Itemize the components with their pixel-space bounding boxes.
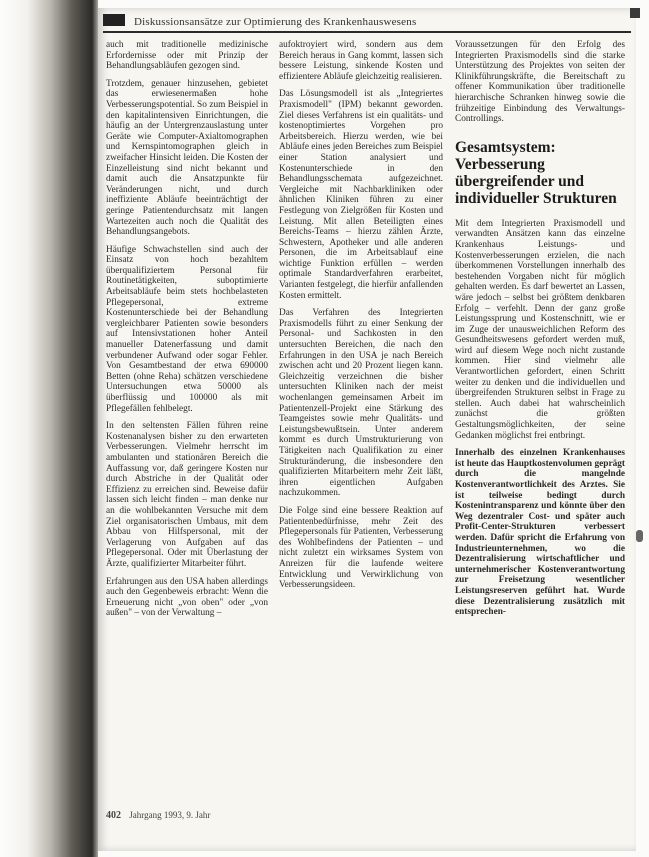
section-heading: Gesamtsystem: Verbesserung übergreifender und individueller Strukturen <box>455 138 617 207</box>
paragraph: Das Lösungsmodell ist als „Integriertes Praxismodell" (IPM) bekannt geworden. Ziel dieses Verfahrens ist ein qualitäts- und kostenoptimiertes Vorgehen pro Arbeitsbereich. Hierzu werden, wie bei Abläufe eines jeden Bereiches zum Beispiel einer Station analysiert und Kostenunterschiede in den Behandlungsschemata aufgezeichnet. Vergleiche mit Nachbarkliniken oder ähnlichen Kliniken führen zu einer Festlegung von Zielgrößen für Kosten und Leistung. Mit allen Beteiligten eines Bereichs-Teams – hierzu zählen Ärzte, Schwestern, Apotheker und alle anderen Personen, die im Arbeitsablauf eine wichtige Funktion erfüllen – werden optimale Standardverfahren erarbeitet, Varianten festgelegt, die hierfür anfallenden Kosten ermittelt. <box>279 89 443 301</box>
paragraph: Die Folge sind eine bessere Reaktion auf Patientenbedürfnisse, mehr Zeit des Pflegepersonals für Patienten, Verbesserung des Wohlbefindens der Patienten – und nicht zuletzt ein wirksames System von Anreizen für die laufende weitere Entwicklung und Verwirklichung von Verbesserungsideen. <box>279 505 443 591</box>
margin-marker <box>636 530 643 542</box>
page-corner-mark <box>630 8 640 18</box>
running-header-title: Diskussionsansätze zur Optimierung des Krankenhauswesens <box>133 16 417 28</box>
paragraph: Innerhalb des einzelnen Krankenhauses ist heute das Hauptkostenvolumen geprägt durch die mangelnde Kostenverantwortlichkeit des Arztes. Sie ist teilweise bedingt durch Kostenintransparenz und könnte über den Weg dezentraler Cost- und später auch Profit-Center-Strukturen verbessert werden. Dafür spricht die Erfahrung von Industrieunternehmen, wo die Dezentralisierung wirtschaftlicher und unternehmerischer Kostenverantwortung zur Freisetzung wesentlicher Leistungsreserven geführt hat. Wurde diese Dezentralisierung zusätzlich mit entsprechen- <box>455 448 625 618</box>
paragraph: In den seltensten Fällen führen reine Kostenanalysen bisher zu den erwarteten Verbesserungen. Vielmehr herrscht im ambulanten und stationären Bereich die Auffassung vor, daß geringere Kosten nur durch Abstriche in der Qualität oder Effizienz zu erreichen sind. Beweise dafür lassen sich leicht finden – man denke nur an die wohlbekannten Versuche mit dem Ziel organisatorischen Umbaus, mit dem Abbau von Hilfspersonal, mit der Verlagerung von Aufgaben auf das Pflegepersonal. Oder mit Überlastung der Ärzte, qualifizierter Mitarbeiter führt. <box>106 421 268 569</box>
column-2 <box>279 40 443 598</box>
page-number: 402 <box>106 810 121 821</box>
paragraph: Voraussetzungen für den Erfolg des Integrierten Praxismodells sind die starke Unterstützung des Projektes von seiten der Klinikführungskräfte, die Bereitschaft zu offener Kommunikation über traditionelle hierarchische Schranken hinweg sowie die frühzeitige Einbindung des Verwaltungs-Controllings. <box>455 40 625 125</box>
journal-issue: Jahrgang 1993, 9. Jahr <box>129 810 211 820</box>
paragraph: Erfahrungen aus den USA haben allerdings auch den Gegenbeweis erbracht: Wenn die Erneuerung nicht „von oben" oder „von außen" – von der Verwaltung – <box>106 576 268 619</box>
book-edge <box>0 0 92 857</box>
paragraph: auch mit traditionelle medizinische Erfordernisse oder mit Prinzip der Behandlungsabläufen gezogen sind. <box>106 40 268 72</box>
paragraph: Das Verfahren des Integrierten Praxismodells führt zu einer Senkung der Personal- und Sachkosten in den untersuchten Bereichen, die nach den Erfahrungen in den USA je nach Bereich zwischen acht und 20 Prozent liegen kann. Gleichzeitig verzeichnen die bisher untersuchten Kliniken nach der meist wochenlangen gemeinsamen Arbeit im Patientenzell-Projekt eine Stärkung des Teamgeistes sowie mehr Qualitäts- und Leistungsbewußtsein. Unter anderem kommt es durch Umstrukturierung von Tätigkeiten nach Qualifikation zu einer Strukturänderung, die insbesondere den qualifizierten Mitarbeitern mehr Zeit läßt, ihren eigentlichen Aufgaben nachzukommen. <box>279 308 443 499</box>
running-header <box>103 14 623 32</box>
paragraph: Trotzdem, genauer hinzusehen, gebietet das erwiesenermaßen hohe Verbesserungspotential. So zum Beispiel in den kapitalintensiven Einrichtungen, die häufig an der Untergrenzauslastung unter Geräte wie Computer-Axialtomographen und Kernspintomographen gleich in zweifacher Hinsicht leiden. Die Kosten der Einzelleistung sind nicht bekannt und damit auch die Ansatzpunkte für Veränderungen nicht, und durch ineffiziente Abläufe beeinträchtigt der geringe Patientendurchsatz mit langen Wartezeiten auch noch die Qualität des Behandlungsangebots. <box>106 78 268 238</box>
publication-logo-icon <box>103 14 125 26</box>
column-1 <box>106 40 268 626</box>
column-3 <box>455 40 625 625</box>
paragraph: Mit dem Integrierten Praxismodell und verwandten Ansätzen kann das einzelne Krankenhaus Leistungs- und Kostenverbesserungen erzielen, die nach überkommenen Vorstellungen innerhalb des bestehenden Vorgaben nicht für möglich gehalten werden. Es darf bewertet an Lassen, wäre jedoch – selbst bei größtem denkbaren Erfolg – verfehlt. Denn der ganz große Leistungssprung und Kostenschnitt, wie er im Zuge der unausweichlichen Reform des Gesundheitswesens gefordert werden muß, wird auf diesem Wege noch nicht zustande kommen. Hier sind vielmehr alle Verantwortlichen gefordert, einen Schritt weiter zu denken und die individuellen und übergreifenden Strukturen selbst in Frage zu stellen. Auch dabei hat wahrscheinlich zunächst die größten Gestaltungsmöglichkeiten, der seine Gedanken möglichst frei entbringt. <box>455 218 625 441</box>
paragraph: Häufige Schwachstellen sind auch der Einsatz von hoch bezahltem überqualifiziertem Personal für Routinetätigkeiten, suboptimierte Arbeitsabläufe beim stets hochbelasteten Pflegepersonal, extreme Kostenunterschiede bei der Behandlung vergleichbarer Patienten sowie besonders auf Intensivstationen hoher Anteil manueller Datenerfassung und damit verbundener Aufwand oder sogar Fehler. Von Gesamtbestand der etwa 690000 Betten (ohne Reha) schätzen verschiedene Untersuchungen etwa 50000 als überflüssig und 100000 als mit Pflegefällen fehlbelegt. <box>106 244 268 414</box>
header-rule <box>103 31 631 33</box>
paragraph: aufoktroyiert wird, sondern aus dem Bereich heraus in Gang kommt, lassen sich bessere Leistung, sinkende Kosten und effizientere Abläufe gleichzeitig realisieren. <box>279 40 443 82</box>
page-footer <box>106 810 210 821</box>
